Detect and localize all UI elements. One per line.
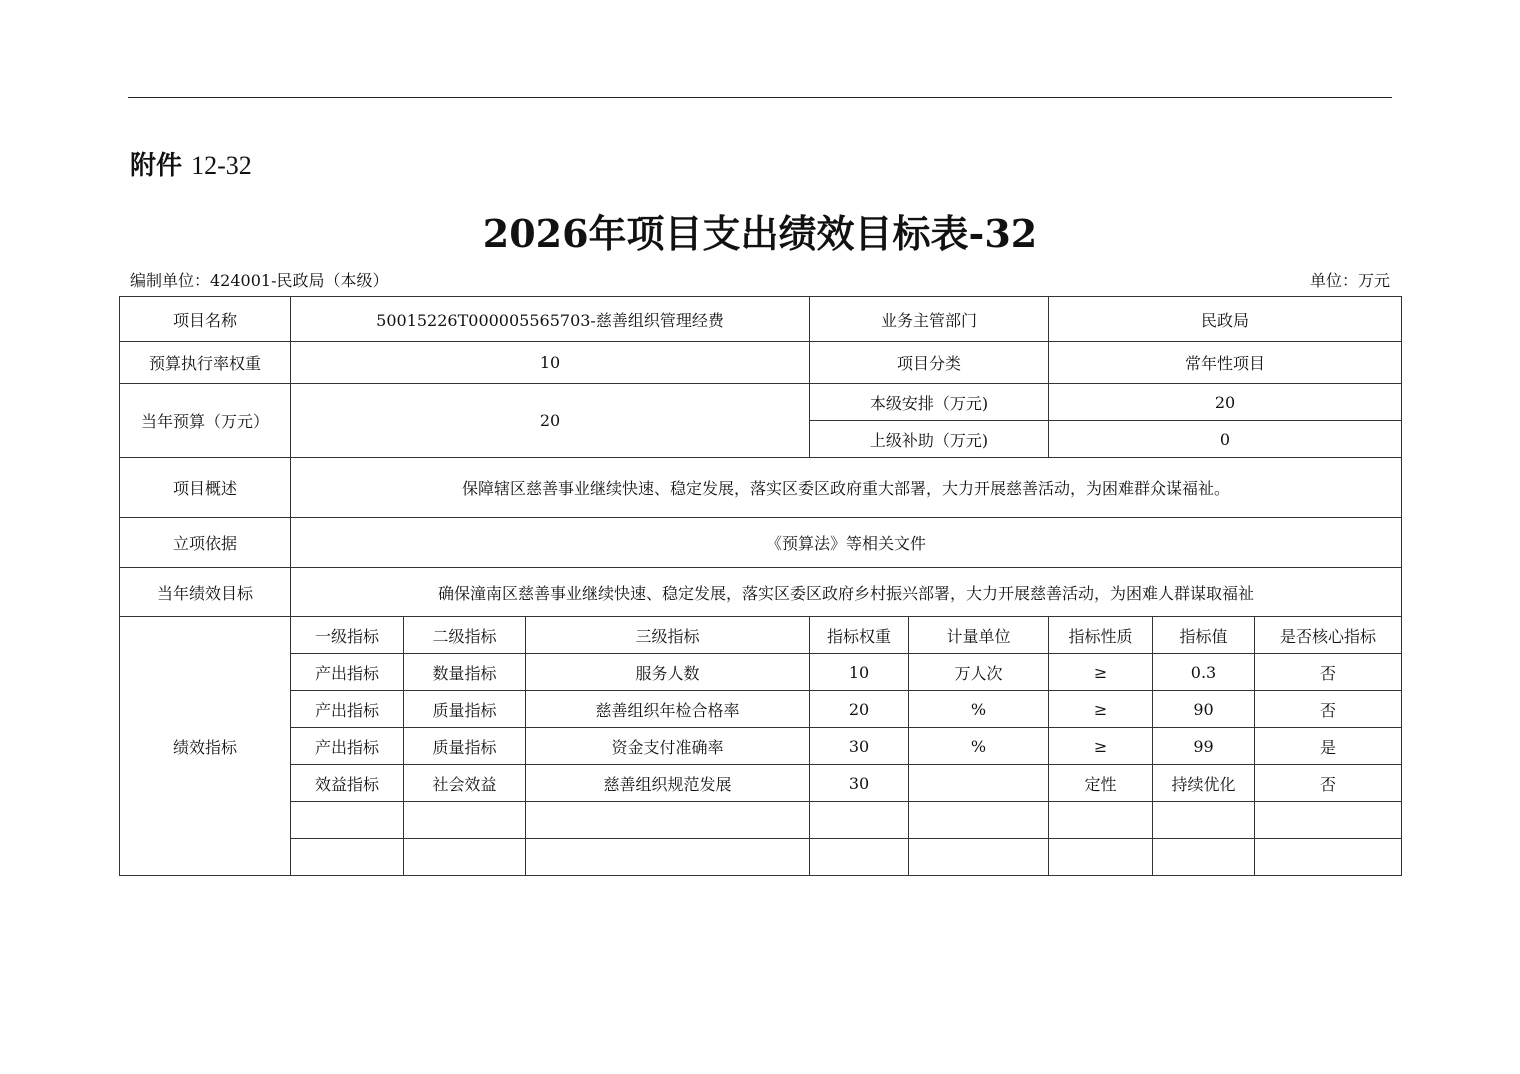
label-indicators: 绩效指标	[120, 617, 291, 876]
value-basis: 《预算法》等相关文件	[291, 518, 1402, 568]
cell-unit: 万人次	[909, 654, 1049, 691]
cell-nature: ≥	[1049, 691, 1153, 728]
cell-level1: 产出指标	[291, 691, 404, 728]
cell-level2: 质量指标	[404, 728, 526, 765]
cell-weight: 30	[810, 728, 909, 765]
cell-value	[1153, 839, 1255, 876]
row-basis	[120, 518, 1402, 568]
header-core: 是否核心指标	[1255, 617, 1402, 654]
cell-nature: ≥	[1049, 654, 1153, 691]
cell-level3	[526, 802, 810, 839]
cell-core	[1255, 802, 1402, 839]
header-weight: 指标权重	[810, 617, 909, 654]
cell-nature: ≥	[1049, 728, 1153, 765]
cell-core: 否	[1255, 654, 1402, 691]
performance-table	[119, 296, 1402, 876]
row-overview	[120, 458, 1402, 518]
cell-unit	[909, 839, 1049, 876]
cell-level1: 产出指标	[291, 654, 404, 691]
row-budget	[120, 384, 1402, 421]
cell-level2: 数量指标	[404, 654, 526, 691]
value-dept: 民政局	[1049, 297, 1402, 342]
attachment-label	[130, 145, 252, 182]
cell-level1	[291, 839, 404, 876]
cell-level2: 社会效益	[404, 765, 526, 802]
cell-unit	[909, 802, 1049, 839]
cell-nature: 定性	[1049, 765, 1153, 802]
label-overview: 项目概述	[120, 458, 291, 518]
header-level1: 一级指标	[291, 617, 404, 654]
attachment-number: 12-32	[191, 151, 252, 180]
cell-value	[1153, 802, 1255, 839]
value-goal: 确保潼南区慈善事业继续快速、稳定发展，落实区委区政府乡村振兴部署，大力开展慈善活动，为困难人群谋取福祉	[291, 568, 1402, 617]
cell-level2	[404, 839, 526, 876]
row-exec-weight	[120, 342, 1402, 384]
cell-core: 否	[1255, 765, 1402, 802]
table-row	[120, 654, 1402, 691]
label-category: 项目分类	[810, 342, 1049, 384]
label-goal: 当年绩效目标	[120, 568, 291, 617]
cell-nature	[1049, 839, 1153, 876]
cell-level3	[526, 839, 810, 876]
indicator-header-row	[120, 617, 1402, 654]
value-budget: 20	[291, 384, 810, 458]
table-row	[120, 728, 1402, 765]
page-title: 2026年项目支出绩效目标表-32	[482, 211, 1038, 256]
cell-level1	[291, 802, 404, 839]
cell-level3: 慈善组织年检合格率	[526, 691, 810, 728]
header-level3: 三级指标	[526, 617, 810, 654]
value-overview: 保障辖区慈善事业继续快速、稳定发展，落实区委区政府重大部署，大力开展慈善活动，为困难群众谋福祉。	[291, 458, 1402, 518]
value-local: 20	[1049, 384, 1402, 421]
cell-level1: 产出指标	[291, 728, 404, 765]
cell-unit: %	[909, 691, 1049, 728]
label-local: 本级安排（万元)	[810, 384, 1049, 421]
cell-weight	[810, 839, 909, 876]
row-project-name	[120, 297, 1402, 342]
currency-unit: 单位：万元	[1309, 271, 1390, 290]
header-level2: 二级指标	[404, 617, 526, 654]
value-category: 常年性项目	[1049, 342, 1402, 384]
cell-value: 90	[1153, 691, 1255, 728]
cell-level3: 服务人数	[526, 654, 810, 691]
cell-nature	[1049, 802, 1153, 839]
label-budget: 当年预算（万元）	[120, 384, 291, 458]
label-upper: 上级补助（万元)	[810, 421, 1049, 458]
cell-unit: %	[909, 728, 1049, 765]
cell-weight: 10	[810, 654, 909, 691]
value-project-name: 50015226T000005565703-慈善组织管理经费	[291, 297, 810, 342]
value-exec-weight: 10	[291, 342, 810, 384]
attachment-prefix: 附件	[130, 151, 183, 181]
row-goal	[120, 568, 1402, 617]
header-nature: 指标性质	[1049, 617, 1153, 654]
cell-core: 否	[1255, 691, 1402, 728]
cell-weight: 20	[810, 691, 909, 728]
label-basis: 立项依据	[120, 518, 291, 568]
cell-weight	[810, 802, 909, 839]
label-exec-weight: 预算执行率权重	[120, 342, 291, 384]
header-rule	[128, 97, 1392, 98]
value-upper: 0	[1049, 421, 1402, 458]
cell-core	[1255, 839, 1402, 876]
cell-value: 持续优化	[1153, 765, 1255, 802]
table-row	[120, 765, 1402, 802]
header-unit: 计量单位	[909, 617, 1049, 654]
cell-level2	[404, 802, 526, 839]
cell-core: 是	[1255, 728, 1402, 765]
table-row	[120, 802, 1402, 839]
cell-weight: 30	[810, 765, 909, 802]
table-row	[120, 691, 1402, 728]
cell-value: 0.3	[1153, 654, 1255, 691]
table-row	[120, 839, 1402, 876]
cell-level3: 资金支付准确率	[526, 728, 810, 765]
header-value: 指标值	[1153, 617, 1255, 654]
cell-level1: 效益指标	[291, 765, 404, 802]
label-project-name: 项目名称	[120, 297, 291, 342]
label-dept: 业务主管部门	[810, 297, 1049, 342]
cell-level2: 质量指标	[404, 691, 526, 728]
cell-value: 99	[1153, 728, 1255, 765]
compiling-unit: 编制单位：424001-民政局（本级）	[130, 271, 389, 290]
cell-level3: 慈善组织规范发展	[526, 765, 810, 802]
cell-unit	[909, 765, 1049, 802]
